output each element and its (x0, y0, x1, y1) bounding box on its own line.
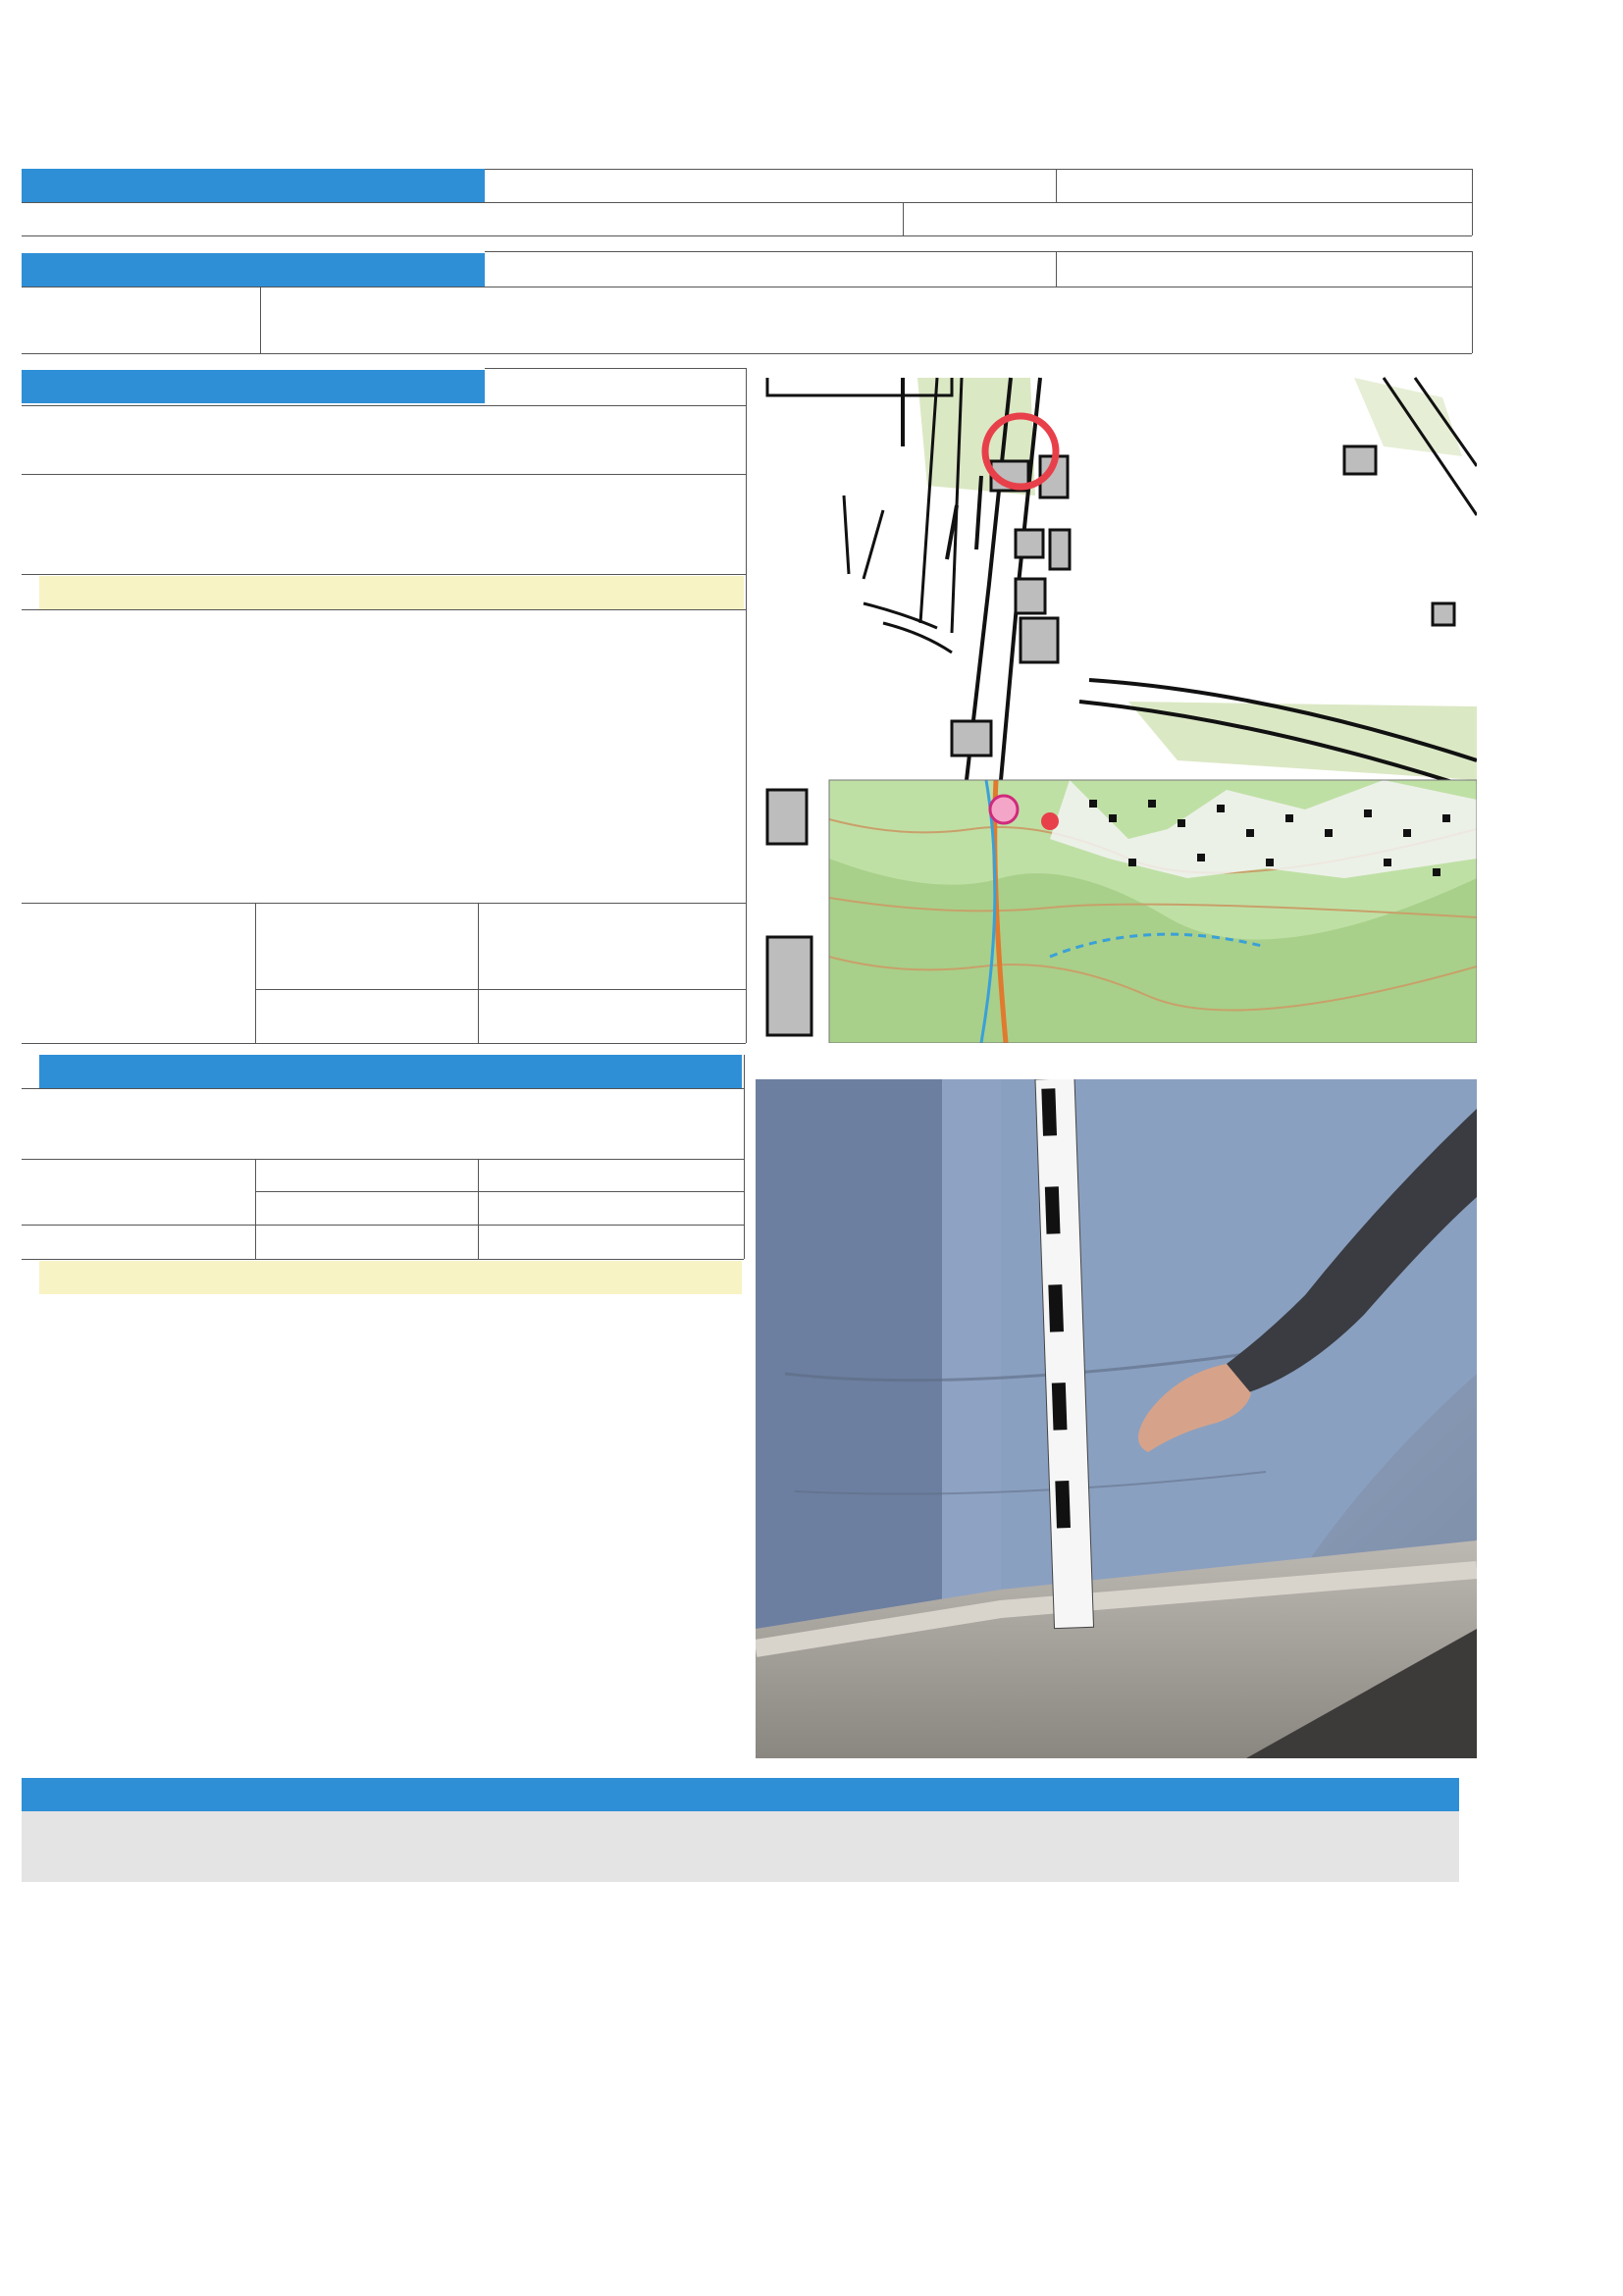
altimetrie-header-bg (22, 1811, 1459, 1882)
altimetrie-bar (22, 1778, 1459, 1811)
marque-description-label (39, 1261, 742, 1294)
flood-mark-photo (756, 1079, 1477, 1758)
marque-bar (39, 1055, 742, 1088)
map-svg (756, 368, 1477, 1043)
localisation-description-label (39, 576, 744, 609)
photo-svg (756, 1079, 1477, 1758)
localisation-bar (22, 370, 485, 403)
location-map (756, 368, 1477, 1043)
codification-bar (22, 169, 485, 202)
source-bar (22, 253, 485, 287)
topo-inset (829, 780, 1477, 1043)
